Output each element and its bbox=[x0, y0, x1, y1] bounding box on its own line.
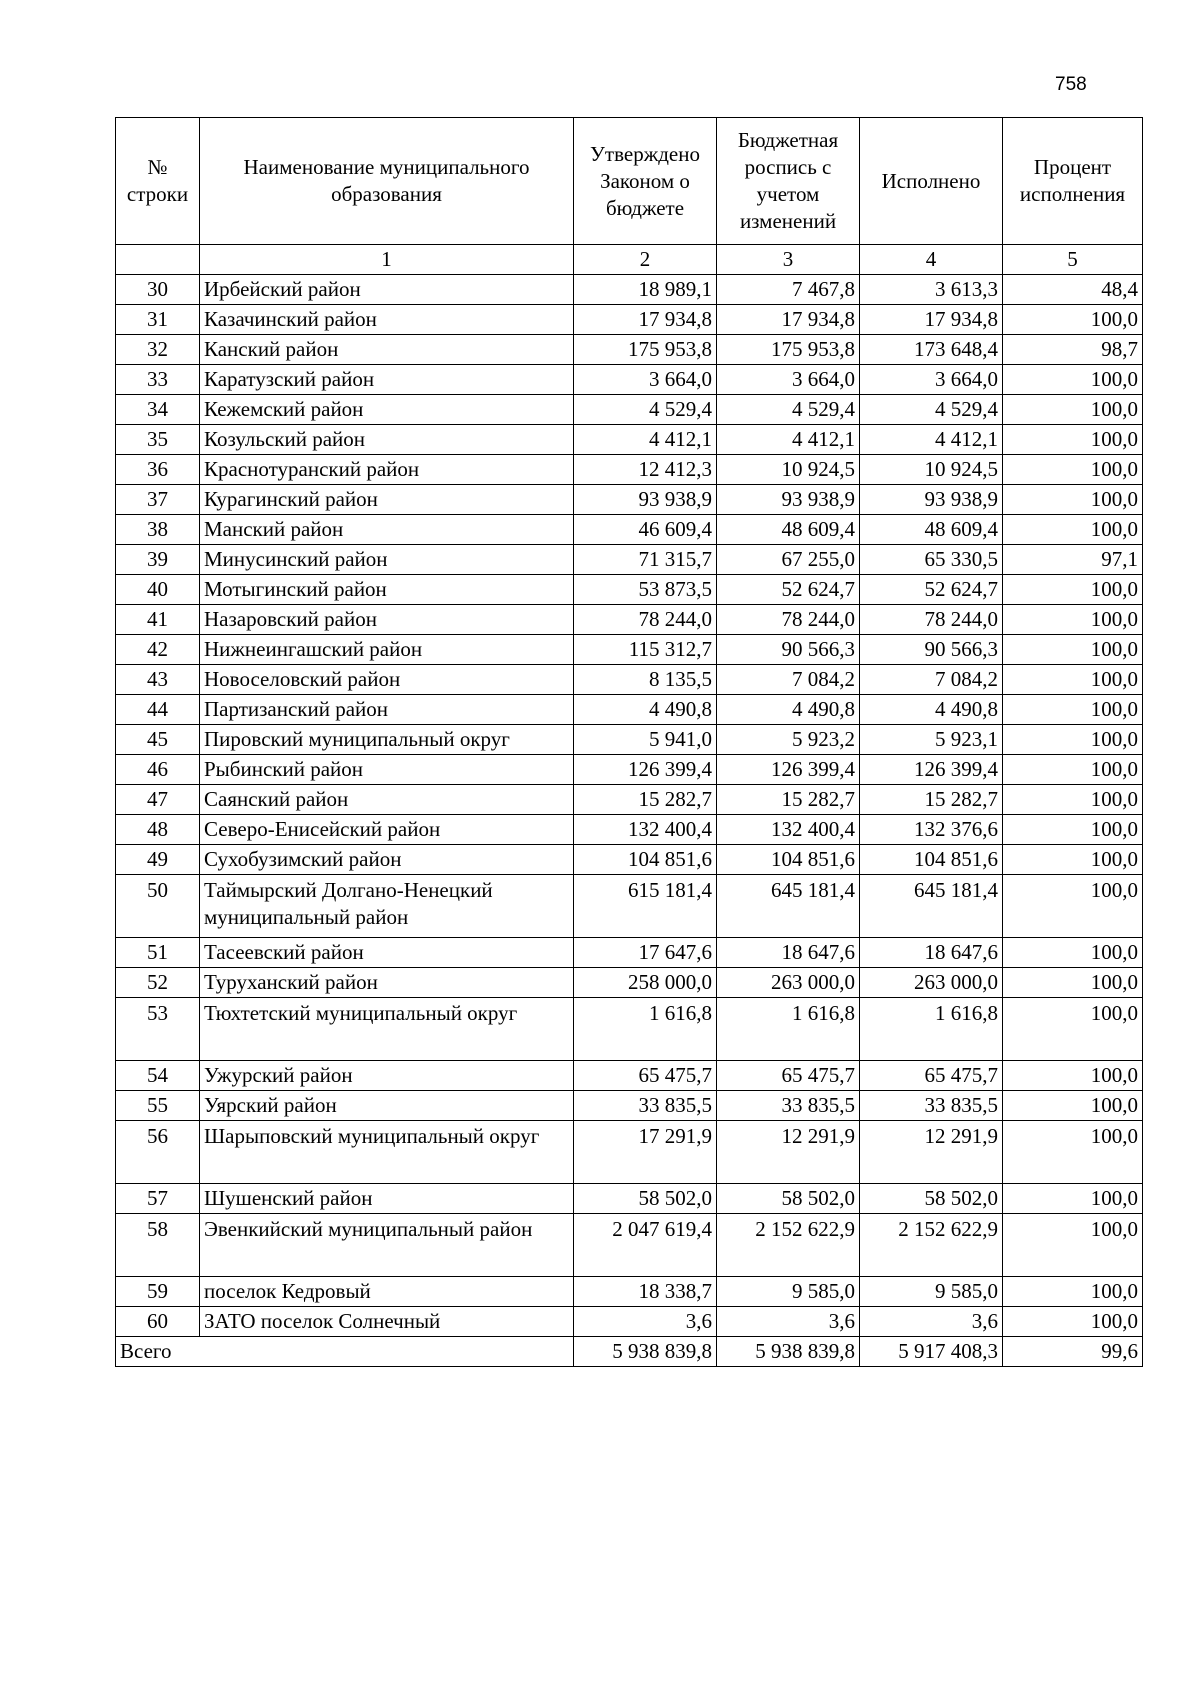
percent-value: 100,0 bbox=[1003, 725, 1143, 755]
executed-value: 90 566,3 bbox=[860, 635, 1003, 665]
column-number bbox=[116, 245, 200, 275]
column-number: 5 bbox=[1003, 245, 1143, 275]
municipality-name: Шушенский район bbox=[200, 1184, 574, 1214]
executed-value: 2 152 622,9 bbox=[860, 1214, 1003, 1277]
table-row bbox=[116, 605, 1143, 635]
table-row bbox=[116, 1061, 1143, 1091]
budget-value: 3,6 bbox=[717, 1307, 860, 1337]
total-executed: 5 917 408,3 bbox=[860, 1337, 1003, 1367]
row-number: 30 bbox=[116, 275, 200, 305]
municipality-name: Партизанский район bbox=[200, 695, 574, 725]
row-number: 51 bbox=[116, 938, 200, 968]
budget-value: 132 400,4 bbox=[717, 815, 860, 845]
percent-value: 100,0 bbox=[1003, 1121, 1143, 1184]
header-executed: Исполнено bbox=[860, 118, 1003, 245]
budget-value: 645 181,4 bbox=[717, 875, 860, 938]
executed-value: 9 585,0 bbox=[860, 1277, 1003, 1307]
budget-value: 17 934,8 bbox=[717, 305, 860, 335]
header-approved: Утверждено Законом о бюджете bbox=[574, 118, 717, 245]
municipality-name: Назаровский район bbox=[200, 605, 574, 635]
row-number: 38 bbox=[116, 515, 200, 545]
approved-value: 615 181,4 bbox=[574, 875, 717, 938]
approved-value: 4 412,1 bbox=[574, 425, 717, 455]
row-number: 52 bbox=[116, 968, 200, 998]
percent-value: 100,0 bbox=[1003, 968, 1143, 998]
header-row-number: № строки bbox=[116, 118, 200, 245]
table-row bbox=[116, 635, 1143, 665]
municipality-name: Курагинский район bbox=[200, 485, 574, 515]
approved-value: 17 291,9 bbox=[574, 1121, 717, 1184]
row-number: 49 bbox=[116, 845, 200, 875]
header-budget: Бюджетная роспись с учетом изменений bbox=[717, 118, 860, 245]
percent-value: 100,0 bbox=[1003, 635, 1143, 665]
table-row bbox=[116, 785, 1143, 815]
executed-value: 15 282,7 bbox=[860, 785, 1003, 815]
table-row bbox=[116, 815, 1143, 845]
municipality-name: Эвенкийский муниципальный район bbox=[200, 1214, 574, 1277]
approved-value: 17 934,8 bbox=[574, 305, 717, 335]
approved-value: 3,6 bbox=[574, 1307, 717, 1337]
municipality-name: Шарыповский муниципальный округ bbox=[200, 1121, 574, 1184]
table-row bbox=[116, 1214, 1143, 1277]
table-row bbox=[116, 335, 1143, 365]
table-row bbox=[116, 875, 1143, 938]
approved-value: 175 953,8 bbox=[574, 335, 717, 365]
percent-value: 100,0 bbox=[1003, 875, 1143, 938]
municipality-name: Минусинский район bbox=[200, 545, 574, 575]
executed-value: 93 938,9 bbox=[860, 485, 1003, 515]
page-number: 758 bbox=[1055, 74, 1087, 95]
row-number: 53 bbox=[116, 998, 200, 1061]
budget-value: 18 647,6 bbox=[717, 938, 860, 968]
executed-value: 126 399,4 bbox=[860, 755, 1003, 785]
budget-value: 90 566,3 bbox=[717, 635, 860, 665]
table-row bbox=[116, 485, 1143, 515]
column-number: 2 bbox=[574, 245, 717, 275]
row-number: 43 bbox=[116, 665, 200, 695]
municipality-name: Саянский район bbox=[200, 785, 574, 815]
column-number: 1 bbox=[200, 245, 574, 275]
percent-value: 100,0 bbox=[1003, 425, 1143, 455]
municipality-name: Уярский район bbox=[200, 1091, 574, 1121]
table-row bbox=[116, 665, 1143, 695]
budget-value: 78 244,0 bbox=[717, 605, 860, 635]
municipality-name: Ужурский район bbox=[200, 1061, 574, 1091]
header-name: Наименование муниципального образования bbox=[200, 118, 574, 245]
row-number: 56 bbox=[116, 1121, 200, 1184]
approved-value: 58 502,0 bbox=[574, 1184, 717, 1214]
executed-value: 78 244,0 bbox=[860, 605, 1003, 635]
approved-value: 78 244,0 bbox=[574, 605, 717, 635]
percent-value: 100,0 bbox=[1003, 1184, 1143, 1214]
row-number: 40 bbox=[116, 575, 200, 605]
municipality-name: Каратузский район bbox=[200, 365, 574, 395]
row-number: 33 bbox=[116, 365, 200, 395]
percent-value: 100,0 bbox=[1003, 515, 1143, 545]
budget-value: 2 152 622,9 bbox=[717, 1214, 860, 1277]
municipality-name: Северо-Енисейский район bbox=[200, 815, 574, 845]
row-number: 59 bbox=[116, 1277, 200, 1307]
table-row bbox=[116, 365, 1143, 395]
row-number: 54 bbox=[116, 1061, 200, 1091]
table-row bbox=[116, 695, 1143, 725]
percent-value: 100,0 bbox=[1003, 845, 1143, 875]
approved-value: 5 941,0 bbox=[574, 725, 717, 755]
row-number: 48 bbox=[116, 815, 200, 845]
executed-value: 65 330,5 bbox=[860, 545, 1003, 575]
municipality-name: Рыбинский район bbox=[200, 755, 574, 785]
row-number: 34 bbox=[116, 395, 200, 425]
row-number: 45 bbox=[116, 725, 200, 755]
percent-value: 100,0 bbox=[1003, 785, 1143, 815]
table-row bbox=[116, 1307, 1143, 1337]
total-row bbox=[116, 1337, 1143, 1367]
row-number: 41 bbox=[116, 605, 200, 635]
column-number-row bbox=[116, 245, 1143, 275]
percent-value: 100,0 bbox=[1003, 395, 1143, 425]
executed-value: 5 923,1 bbox=[860, 725, 1003, 755]
municipality-name: Кежемский район bbox=[200, 395, 574, 425]
percent-value: 100,0 bbox=[1003, 305, 1143, 335]
municipality-name: Казачинский район bbox=[200, 305, 574, 335]
executed-value: 3,6 bbox=[860, 1307, 1003, 1337]
row-number: 37 bbox=[116, 485, 200, 515]
budget-value: 7 467,8 bbox=[717, 275, 860, 305]
approved-value: 15 282,7 bbox=[574, 785, 717, 815]
approved-value: 71 315,7 bbox=[574, 545, 717, 575]
approved-value: 65 475,7 bbox=[574, 1061, 717, 1091]
total-budget: 5 938 839,8 bbox=[717, 1337, 860, 1367]
row-number: 57 bbox=[116, 1184, 200, 1214]
executed-value: 17 934,8 bbox=[860, 305, 1003, 335]
budget-value: 126 399,4 bbox=[717, 755, 860, 785]
table-row bbox=[116, 1277, 1143, 1307]
executed-value: 104 851,6 bbox=[860, 845, 1003, 875]
percent-value: 100,0 bbox=[1003, 695, 1143, 725]
table-row bbox=[116, 845, 1143, 875]
table-row bbox=[116, 938, 1143, 968]
total-approved: 5 938 839,8 bbox=[574, 1337, 717, 1367]
row-number: 42 bbox=[116, 635, 200, 665]
municipality-name: поселок Кедровый bbox=[200, 1277, 574, 1307]
executed-value: 645 181,4 bbox=[860, 875, 1003, 938]
percent-value: 100,0 bbox=[1003, 998, 1143, 1061]
municipality-name: Тюхтетский муниципальный округ bbox=[200, 998, 574, 1061]
approved-value: 18 989,1 bbox=[574, 275, 717, 305]
municipality-name: Таймырский Долгано-Ненецкий муниципальный район bbox=[200, 875, 574, 938]
budget-value: 67 255,0 bbox=[717, 545, 860, 575]
row-number: 36 bbox=[116, 455, 200, 485]
executed-value: 52 624,7 bbox=[860, 575, 1003, 605]
percent-value: 100,0 bbox=[1003, 1277, 1143, 1307]
approved-value: 46 609,4 bbox=[574, 515, 717, 545]
approved-value: 132 400,4 bbox=[574, 815, 717, 845]
approved-value: 93 938,9 bbox=[574, 485, 717, 515]
total-percent: 99,6 bbox=[1003, 1337, 1143, 1367]
row-number: 60 bbox=[116, 1307, 200, 1337]
municipality-name: Сухобузимский район bbox=[200, 845, 574, 875]
row-number: 31 bbox=[116, 305, 200, 335]
executed-value: 12 291,9 bbox=[860, 1121, 1003, 1184]
table-row bbox=[116, 305, 1143, 335]
municipality-name: Манский район bbox=[200, 515, 574, 545]
municipality-name: Пировский муниципальный округ bbox=[200, 725, 574, 755]
budget-value: 1 616,8 bbox=[717, 998, 860, 1061]
municipality-name: Нижнеингашский район bbox=[200, 635, 574, 665]
table-body bbox=[116, 275, 1143, 1337]
approved-value: 18 338,7 bbox=[574, 1277, 717, 1307]
executed-value: 1 616,8 bbox=[860, 998, 1003, 1061]
approved-value: 3 664,0 bbox=[574, 365, 717, 395]
table-row bbox=[116, 968, 1143, 998]
table-row bbox=[116, 545, 1143, 575]
row-number: 55 bbox=[116, 1091, 200, 1121]
table-row bbox=[116, 998, 1143, 1061]
budget-value: 58 502,0 bbox=[717, 1184, 860, 1214]
budget-value: 3 664,0 bbox=[717, 365, 860, 395]
municipality-name: Туруханский район bbox=[200, 968, 574, 998]
percent-value: 97,1 bbox=[1003, 545, 1143, 575]
table-row bbox=[116, 575, 1143, 605]
approved-value: 104 851,6 bbox=[574, 845, 717, 875]
executed-value: 58 502,0 bbox=[860, 1184, 1003, 1214]
percent-value: 48,4 bbox=[1003, 275, 1143, 305]
budget-value: 175 953,8 bbox=[717, 335, 860, 365]
percent-value: 100,0 bbox=[1003, 1214, 1143, 1277]
row-number: 44 bbox=[116, 695, 200, 725]
approved-value: 8 135,5 bbox=[574, 665, 717, 695]
budget-value: 5 923,2 bbox=[717, 725, 860, 755]
budget-table bbox=[115, 117, 1143, 1367]
municipality-name: ЗАТО поселок Солнечный bbox=[200, 1307, 574, 1337]
row-number: 46 bbox=[116, 755, 200, 785]
municipality-name: Козульский район bbox=[200, 425, 574, 455]
budget-value: 263 000,0 bbox=[717, 968, 860, 998]
executed-value: 4 529,4 bbox=[860, 395, 1003, 425]
executed-value: 4 490,8 bbox=[860, 695, 1003, 725]
total-label: Всего bbox=[116, 1337, 574, 1367]
budget-value: 9 585,0 bbox=[717, 1277, 860, 1307]
row-number: 47 bbox=[116, 785, 200, 815]
executed-value: 48 609,4 bbox=[860, 515, 1003, 545]
percent-value: 100,0 bbox=[1003, 365, 1143, 395]
approved-value: 4 529,4 bbox=[574, 395, 717, 425]
table-row bbox=[116, 755, 1143, 785]
municipality-name: Мотыгинский район bbox=[200, 575, 574, 605]
column-number: 3 bbox=[717, 245, 860, 275]
municipality-name: Ирбейский район bbox=[200, 275, 574, 305]
percent-value: 100,0 bbox=[1003, 1091, 1143, 1121]
approved-value: 53 873,5 bbox=[574, 575, 717, 605]
budget-value: 93 938,9 bbox=[717, 485, 860, 515]
percent-value: 100,0 bbox=[1003, 1307, 1143, 1337]
budget-value: 52 624,7 bbox=[717, 575, 860, 605]
budget-value: 12 291,9 bbox=[717, 1121, 860, 1184]
executed-value: 18 647,6 bbox=[860, 938, 1003, 968]
executed-value: 10 924,5 bbox=[860, 455, 1003, 485]
row-number: 50 bbox=[116, 875, 200, 938]
budget-value: 48 609,4 bbox=[717, 515, 860, 545]
budget-value: 4 490,8 bbox=[717, 695, 860, 725]
approved-value: 33 835,5 bbox=[574, 1091, 717, 1121]
budget-value: 104 851,6 bbox=[717, 845, 860, 875]
percent-value: 100,0 bbox=[1003, 755, 1143, 785]
executed-value: 173 648,4 bbox=[860, 335, 1003, 365]
approved-value: 126 399,4 bbox=[574, 755, 717, 785]
budget-value: 4 529,4 bbox=[717, 395, 860, 425]
budget-value: 7 084,2 bbox=[717, 665, 860, 695]
approved-value: 115 312,7 bbox=[574, 635, 717, 665]
percent-value: 100,0 bbox=[1003, 485, 1143, 515]
approved-value: 2 047 619,4 bbox=[574, 1214, 717, 1277]
approved-value: 12 412,3 bbox=[574, 455, 717, 485]
executed-value: 3 664,0 bbox=[860, 365, 1003, 395]
municipality-name: Новоселовский район bbox=[200, 665, 574, 695]
row-number: 58 bbox=[116, 1214, 200, 1277]
executed-value: 132 376,6 bbox=[860, 815, 1003, 845]
table-row bbox=[116, 455, 1143, 485]
approved-value: 258 000,0 bbox=[574, 968, 717, 998]
percent-value: 100,0 bbox=[1003, 938, 1143, 968]
table-row bbox=[116, 1121, 1143, 1184]
percent-value: 100,0 bbox=[1003, 815, 1143, 845]
row-number: 32 bbox=[116, 335, 200, 365]
approved-value: 1 616,8 bbox=[574, 998, 717, 1061]
budget-value: 15 282,7 bbox=[717, 785, 860, 815]
table-row bbox=[116, 1184, 1143, 1214]
budget-value: 33 835,5 bbox=[717, 1091, 860, 1121]
approved-value: 17 647,6 bbox=[574, 938, 717, 968]
executed-value: 65 475,7 bbox=[860, 1061, 1003, 1091]
budget-value: 10 924,5 bbox=[717, 455, 860, 485]
municipality-name: Канский район bbox=[200, 335, 574, 365]
row-number: 35 bbox=[116, 425, 200, 455]
executed-value: 263 000,0 bbox=[860, 968, 1003, 998]
percent-value: 100,0 bbox=[1003, 455, 1143, 485]
municipality-name: Краснотуранский район bbox=[200, 455, 574, 485]
municipality-name: Тасеевский район bbox=[200, 938, 574, 968]
executed-value: 3 613,3 bbox=[860, 275, 1003, 305]
executed-value: 7 084,2 bbox=[860, 665, 1003, 695]
approved-value: 4 490,8 bbox=[574, 695, 717, 725]
table-row bbox=[116, 395, 1143, 425]
percent-value: 98,7 bbox=[1003, 335, 1143, 365]
percent-value: 100,0 bbox=[1003, 575, 1143, 605]
row-number: 39 bbox=[116, 545, 200, 575]
percent-value: 100,0 bbox=[1003, 665, 1143, 695]
percent-value: 100,0 bbox=[1003, 1061, 1143, 1091]
table-row bbox=[116, 1091, 1143, 1121]
budget-value: 4 412,1 bbox=[717, 425, 860, 455]
column-number: 4 bbox=[860, 245, 1003, 275]
table-row bbox=[116, 725, 1143, 755]
table-row bbox=[116, 425, 1143, 455]
table-row bbox=[116, 515, 1143, 545]
table-row bbox=[116, 275, 1143, 305]
table-header-row bbox=[116, 118, 1143, 245]
executed-value: 4 412,1 bbox=[860, 425, 1003, 455]
budget-value: 65 475,7 bbox=[717, 1061, 860, 1091]
header-percent: Процент исполнения bbox=[1003, 118, 1143, 245]
executed-value: 33 835,5 bbox=[860, 1091, 1003, 1121]
percent-value: 100,0 bbox=[1003, 605, 1143, 635]
